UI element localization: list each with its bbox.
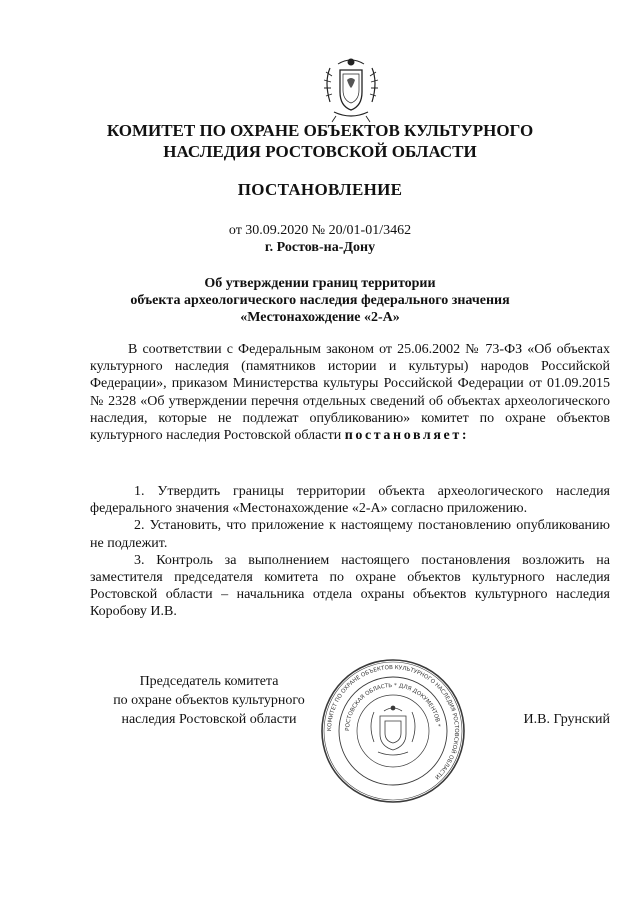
subject-line2: объекта археологического наследия федерального значения: [130, 293, 510, 308]
organization-name: [60, 120, 580, 162]
decree-item-3: 3. Контроль за выполнением настоящего постановления возложить на заместителя председателя комитета по охране объектов культурного наследия Ростовской области – начальника отдела охраны объектов культурного наследия Коробову И.В.: [90, 552, 610, 620]
signer-title-line1: Председатель комитета: [139, 674, 279, 689]
decree-item-2: 2. Установить, что приложение к настоящему постановлению опубликованию не подлежит.: [90, 518, 610, 551]
decree-items: [90, 483, 610, 621]
subject-line3: «Местонахождение «2-А»: [240, 310, 400, 325]
preamble-paragraph: [90, 341, 610, 444]
document-type: ПОСТАНОВЛЕНИЕ: [237, 180, 403, 199]
seal-outer-text: КОМИТЕТ ПО ОХРАНЕ ОБЪЕКТОВ КУЛЬТУРНОГО НАСЛЕДИЯ РОСТОВСКОЙ ОБЛАСТИ: [326, 664, 460, 780]
decree-word: постановляет:: [344, 428, 470, 444]
seal-emblem-icon: [371, 706, 415, 755]
date-and-number: от 30.09.2020 № 20/01-01/3462: [228, 223, 412, 238]
signer-title: [90, 672, 328, 729]
organization-name-line1: КОМИТЕТ ПО ОХРАНЕ ОБЪЕКТОВ КУЛЬТУРНОГО: [106, 121, 534, 140]
decree-item-1: 1. Утвердить границы территории объекта археологического наследия федерального значения «Местонахождение «2-А» согласно приложению.: [90, 484, 610, 517]
official-seal: [318, 656, 468, 806]
preamble-text: В соответствии с Федеральным законом от 25.06.2002 № 73-ФЗ «Об объектах культурного наследия (памятников истории и культуры) народов Российской Федерации», приказом Министерства культуры Российской Федерации от 01.09.2015 № 2328 «Об утверждении перечня отдельных сведений об объектах археологического наследия, которые не подлежат опубликованию» комитет по охране объектов культурного наследия Ростовской области: [90, 342, 610, 444]
document-subject: [60, 275, 580, 326]
organization-name-line2: НАСЛЕДИЯ РОСТОВСКОЙ ОБЛАСТИ: [163, 142, 477, 161]
signer-name: И.В. Грунский: [523, 712, 610, 727]
seal-inner-text: РОСТОВСКАЯ ОБЛАСТЬ * ДЛЯ ДОКУМЕНТОВ *: [344, 682, 441, 732]
coat-of-arms-emblem: [316, 56, 386, 124]
signer-title-line2: по охране объектов культурного: [113, 693, 305, 708]
signer-title-line3: наследия Ростовской области: [121, 712, 297, 727]
subject-line1: Об утверждении границ территории: [204, 276, 436, 291]
city: г. Ростов-на-Дону: [264, 240, 376, 255]
